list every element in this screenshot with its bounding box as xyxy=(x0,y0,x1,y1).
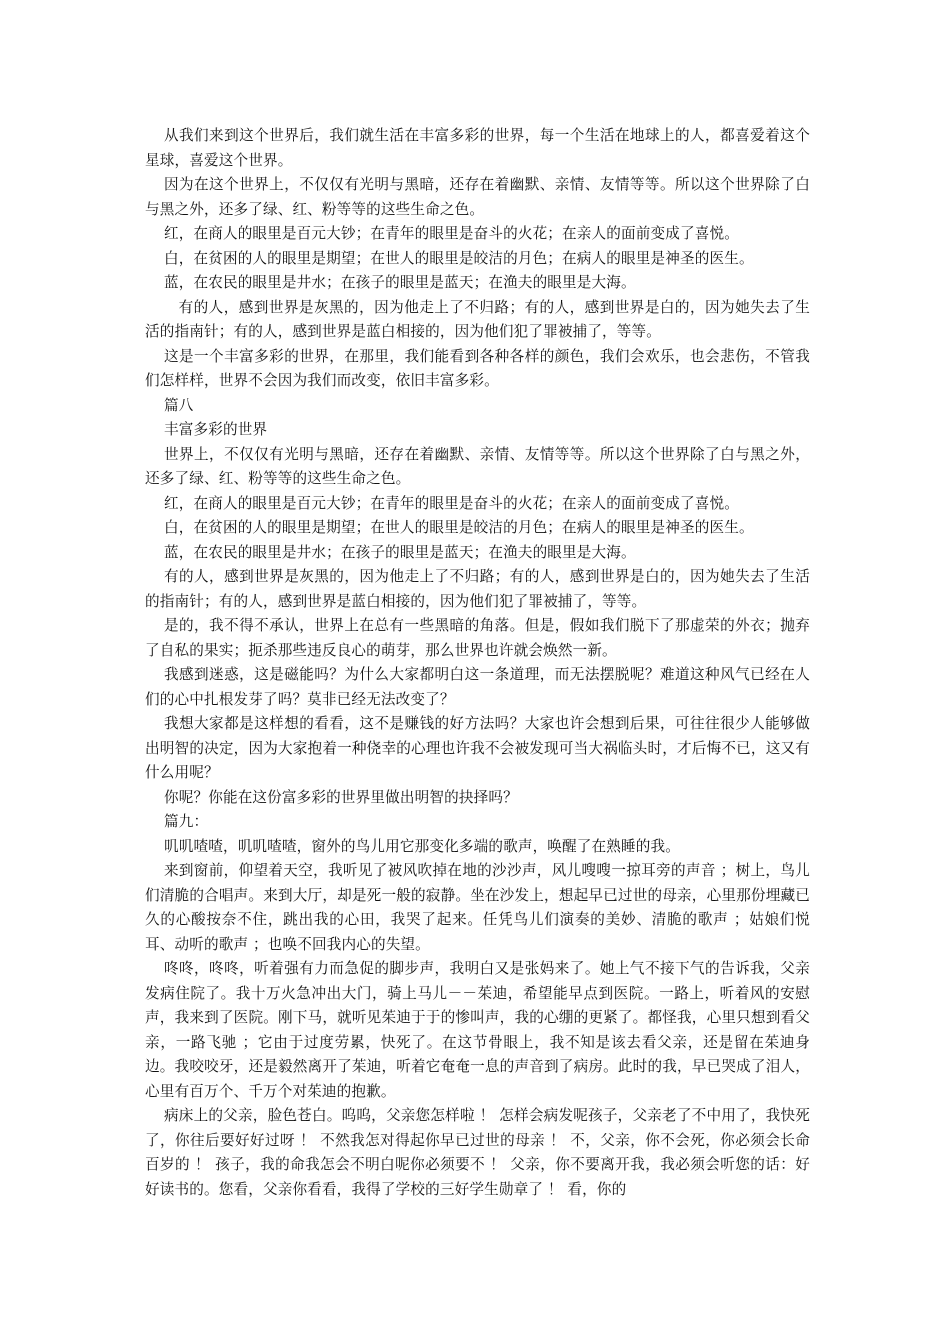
section-heading: 篇九： xyxy=(163,813,209,830)
paragraph: 病床上的父亲，脸色苍白。呜呜，父亲您怎样啦 ！ 怎样会病发呢孩子，父亲老了不中用了，我快死了，你往后要好好过呀 ！ 不然我怎对得起你早已过世的母亲 ！ 不，父亲，你不会死，你必须会长命百岁的 ！ 孩子，我的命我怎会不明白呢你必须要不 ！ 父亲，你不要离开我，我必须会听您的话：好好读书的。您看，父亲你看看，我得了学校的三好学生勋章了 ！ 看，你的 xyxy=(145,1107,810,1198)
paragraph: 从我们来到这个世界后，我们就生活在丰富多彩的世界，每一个生活在地球上的人，都喜爱着这个星球，喜爱这个世界。 xyxy=(145,127,810,169)
paragraph: 叽叽喳喳，叽叽喳喳，窗外的鸟儿用它那变化多端的歌声，唤醒了在熟睡的我。 xyxy=(163,837,681,855)
paragraph: 有的人，感到世界是灰黑的，因为他走上了不归路；有的人，感到世界是白的，因为她失去了生活的指南针；有的人，感到世界是蓝白相接的，因为他们犯了罪被捕了，等等。 xyxy=(145,298,810,340)
paragraph: 白，在贫困的人的眼里是期望；在世人的眼里是皎洁的月色；在病人的眼里是神圣的医生。 xyxy=(163,249,754,267)
paragraph: 你呢？你能在这份富多彩的世界里做出明智的抉择吗？ xyxy=(163,788,518,806)
paragraph: 我感到迷惑，这是磁能吗？为什么大家都明白这一条道理，而无法摆脱呢？难道这种风气已经在人们的心中扎根发芽了吗？莫非已经无法改变了？ xyxy=(145,666,810,708)
paragraph: 是的，我不得不承认，世界上在总有一些黑暗的角落。但是，假如我们脱下了那虚荣的外衣；抛弃了自私的果实；扼杀那些违反良心的萌芽，那么世界也许就会焕然一新。 xyxy=(145,617,810,659)
paragraph: 蓝，在农民的眼里是井水；在孩子的眼里是蓝天；在渔夫的眼里是大海。 xyxy=(163,274,636,291)
paragraph: 有的人，感到世界是灰黑的，因为他走上了不归路；有的人，感到世界是白的，因为她失去了生活的指南针；有的人，感到世界是蓝白相接的，因为他们犯了罪被捕了，等等。 xyxy=(145,568,810,610)
paragraph: 蓝，在农民的眼里是井水；在孩子的眼里是蓝天；在渔夫的眼里是大海。 xyxy=(163,543,636,561)
paragraph: 红，在商人的眼里是百元大钞；在青年的眼里是奋斗的火花；在亲人的面前变成了喜悦。 xyxy=(163,225,739,242)
paragraph: 咚咚，咚咚，听着强有力而急促的脚步声，我明白又是张妈来了。她上气不接下气的告诉我，父亲发病住院了。我十万火急冲出大门，骑上马儿－－茱迪，希望能早点到医院。一路上，听着风的安慰声，我来到了医院。刚下马，就听见茱迪于于的惨叫声，我的心绷的更紧了。都怪我，心里只想到看父亲，一路飞驰 ；它由于过度劳累，快死了。在这节骨眼上，我不知是该去看父亲，还是留在茱迪身边。我咬咬牙，还是毅然离开了茱迪，听着它奄奄一息的声音到了病房。此时的我，早已哭成了泪人，心里有百万个、千万个对茱迪的抱歉。 xyxy=(145,960,810,1100)
paragraph: 这是一个丰富多彩的世界，在那里，我们能看到各种各样的颜色，我们会欢乐，也会悲伤，不管我们怎样样，世界不会因为我们而改变，依旧丰富多彩。 xyxy=(145,347,810,389)
section-title: 丰富多彩的世界 xyxy=(163,421,268,438)
paragraph: 白，在贫困的人的眼里是期望；在世人的眼里是皎洁的月色；在病人的眼里是神圣的医生。 xyxy=(163,519,754,536)
paragraph: 因为在这个世界上，不仅仅有光明与黑暗，还存在着幽默、亲情、友情等等。所以这个世界除了白与黑之外，还多了绿、红、粉等等的这些生命之色。 xyxy=(145,176,810,218)
paragraph: 我想大家都是这样想的看看，这不是赚钱的好方法吗？大家也许会想到后果，可往往很少人能够做出明智的决定，因为大家抱着一种侥幸的心理也许我不会被发现可当大祸临头时，才后悔不已，这又有什么用呢？ xyxy=(145,715,810,781)
document-page xyxy=(145,124,810,1202)
paragraph: 世界上，不仅仅有光明与黑暗，还存在着幽默、亲情、友情等等。所以这个世界除了白与黑之外，还多了绿、红、粉等等的这些生命之色。 xyxy=(145,445,810,487)
section-heading: 篇八 xyxy=(163,396,194,414)
paragraph: 来到窗前，仰望着天空，我听见了被风吹掉在地的沙沙声，风儿嗖嗖一掠耳旁的声音 ；树上，鸟儿们清脆的合唱声。来到大厅，却是死一般的寂静。坐在沙发上，想起早已过世的母亲，心里那份埋藏已久的心酸按奈不住，跳出我的心田，我哭了起来。任凭鸟儿们演奏的美妙、清脆的歌声 ；姑娘们悦耳、动听的歌声 ；也唤不回我内心的失望。 xyxy=(145,862,810,953)
paragraph: 红，在商人的眼里是百元大钞；在青年的眼里是奋斗的火花；在亲人的面前变成了喜悦。 xyxy=(163,494,739,512)
